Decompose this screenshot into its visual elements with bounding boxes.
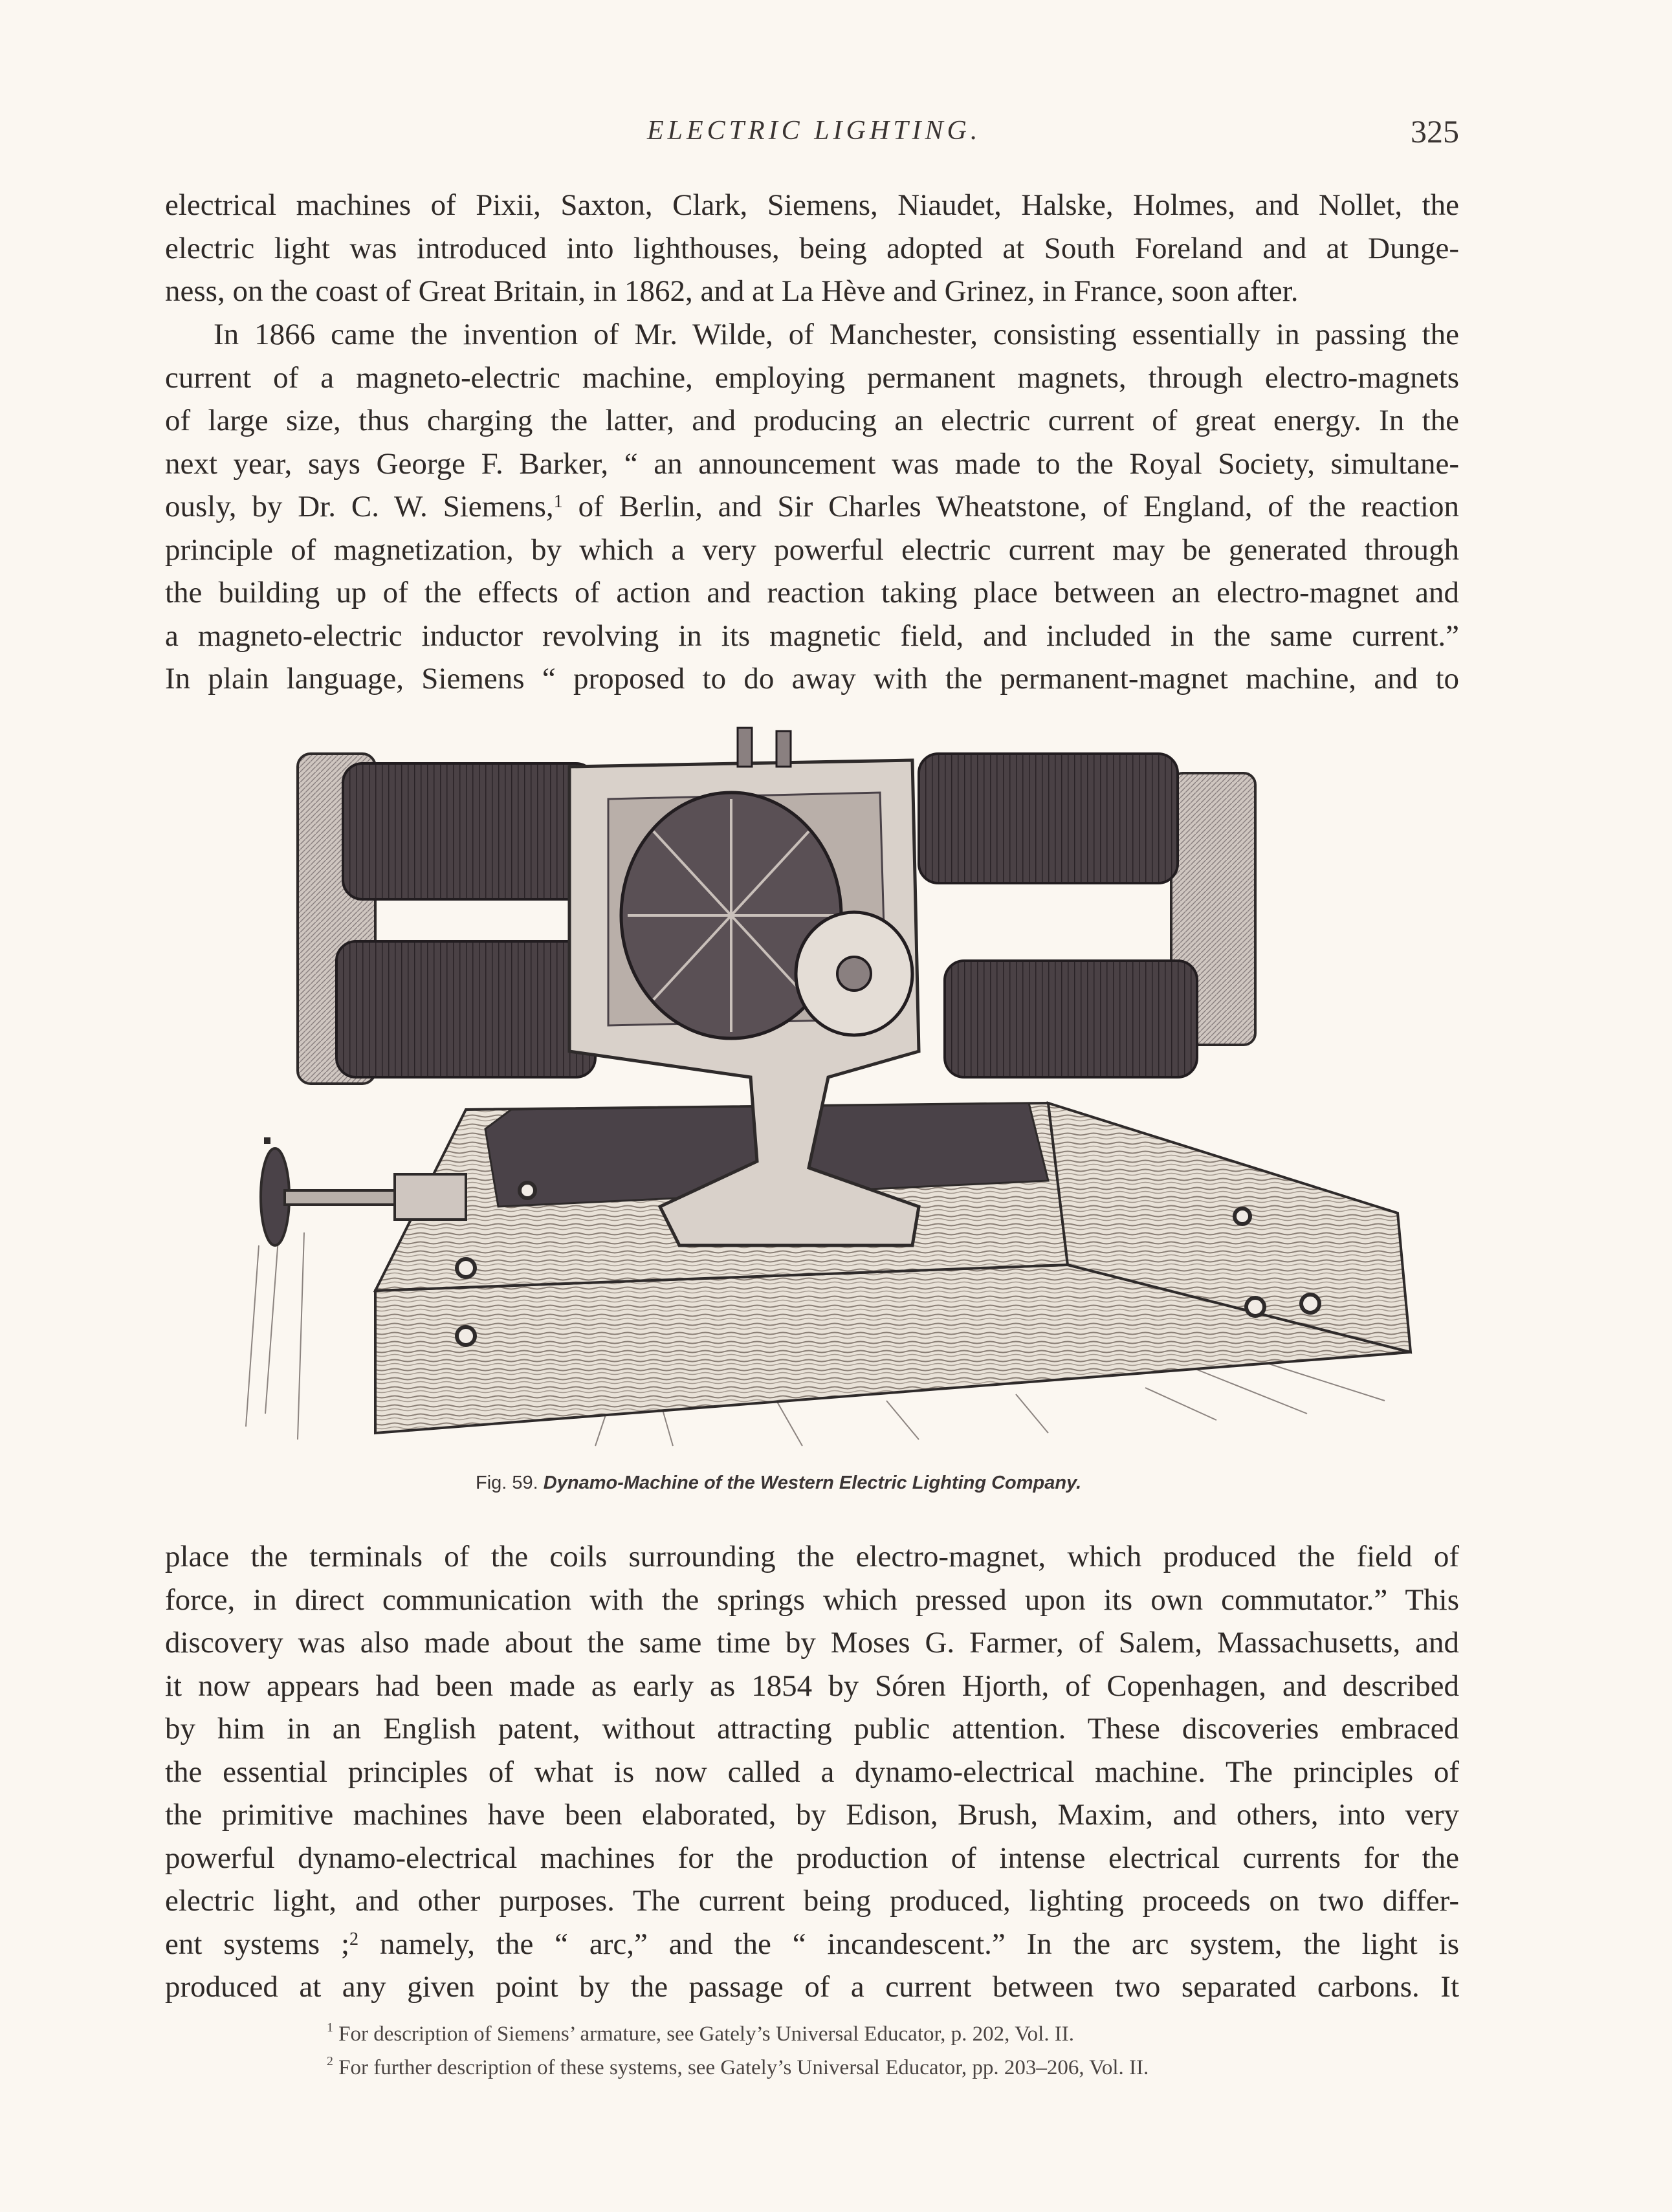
text-line: electrical machines of Pixii, Saxton, Clark, Siemens, Niaudet, Halske, Holmes, and Nollet, the [165,188,1459,222]
text-segment: ously, by Dr. C. W. Siemens, [165,490,554,523]
text-line: In 1866 came the invention of Mr. Wilde, of Manchester, consisting essentially in passing the [214,318,1459,351]
figure-number: Fig. 59. [476,1473,538,1493]
footnote [327,2051,1427,2085]
text-line: electric light, and other purposes. The current being produced, lighting proceeds on two differ- [165,1884,1459,1918]
running-head [0,109,1672,160]
footnotes [327,2017,1427,2085]
footnote-text: For further description of these systems, see Gately’s Universal Educator, pp. 203–206, Vol. II. [338,2056,1149,2079]
footnote-ref: 2 [349,1929,359,1949]
text-line: In plain language, Siemens “ proposed to do away with the permanent-magnet machine, and to [165,662,1459,695]
footnote-text: For description of Siemens’ armature, see Gately’s Universal Educator, p. 202, Vol. II. [338,2022,1075,2046]
text-segment: of Berlin, and Sir Charles Wheatstone, of England, of the reaction [562,490,1459,523]
text-line: the essential principles of what is now called a dynamo-electrical machine. The principles of [165,1755,1459,1789]
text-line: electric light was introduced into lighthouses, being adopted at South Foreland and at Dunge- [165,231,1459,265]
footnote-mark: 2 [327,2054,333,2068]
text-line: produced at any given point by the passage of a current between two separated carbons. It [165,1970,1459,2004]
dynamo-machine-engraving [207,715,1436,1452]
text-line: by him in an English patent, without attracting public attention. These discoveries embraced [165,1712,1459,1746]
text-line: discovery was also made about the same time by Moses G. Farmer, of Salem, Massachusetts, and [165,1626,1459,1659]
text-line: principle of magnetization, by which a very powerful electric current may be generated through [165,532,1459,567]
text-segment: namely, the “ arc,” and the “ incandescent.” In the arc system, the light is [358,1927,1459,1961]
running-title: ELECTRIC LIGHTING. [647,116,982,146]
text-line [165,485,1459,529]
text-segment: ent systems ; [165,1927,350,1961]
text-line: powerful dynamo-electrical machines for the production of intense electrical currents for the [165,1841,1459,1875]
text-line: next year, says George F. Barker, “ an announcement was made to the Royal Society, simultane- [165,446,1459,481]
text-line: the building up of the effects of action and reaction taking place between an electro-magnet and [165,576,1459,609]
text-line: a magneto-electric inductor revolving in its magnetic field, and included in the same current.” [165,619,1459,653]
paragraph-1 [165,184,1459,313]
footnote-mark: 1 [327,2020,333,2035]
text-line: place the terminals of the coils surrounding the electro-magnet, which produced the field of [165,1540,1459,1573]
paragraph-3 [165,1535,1459,2009]
figure-dynamo-machine [207,715,1436,1452]
text-line: ness, on the coast of Great Britain, in 1862, and at La Hève and Grinez, in France, soon after. [165,274,1299,308]
figure-caption [476,1473,1081,1494]
figure-title: Dynamo-Machine of the Western Electric Lighting Company. [543,1473,1082,1493]
text-line: current of a magneto-electric machine, employing permanent magnets, through electro-magnets [165,360,1459,395]
footnote [327,2017,1427,2051]
text-line: force, in direct communication with the springs which pressed upon its own commutator.” This [165,1582,1459,1617]
footnote-ref: 1 [553,492,563,512]
text-line: the primitive machines have been elaborated, by Edison, Brush, Maxim, and others, into very [165,1798,1459,1832]
paragraph-2 [165,313,1459,701]
page-number: 325 [1411,113,1459,149]
text-line: of large size, thus charging the latter, and producing an electric current of great energy. In the [165,404,1459,437]
text-line [165,1923,1459,1966]
text-line: it now appears had been made as early as 1854 by Sóren Hjorth, of Copenhagen, and described [165,1669,1459,1703]
